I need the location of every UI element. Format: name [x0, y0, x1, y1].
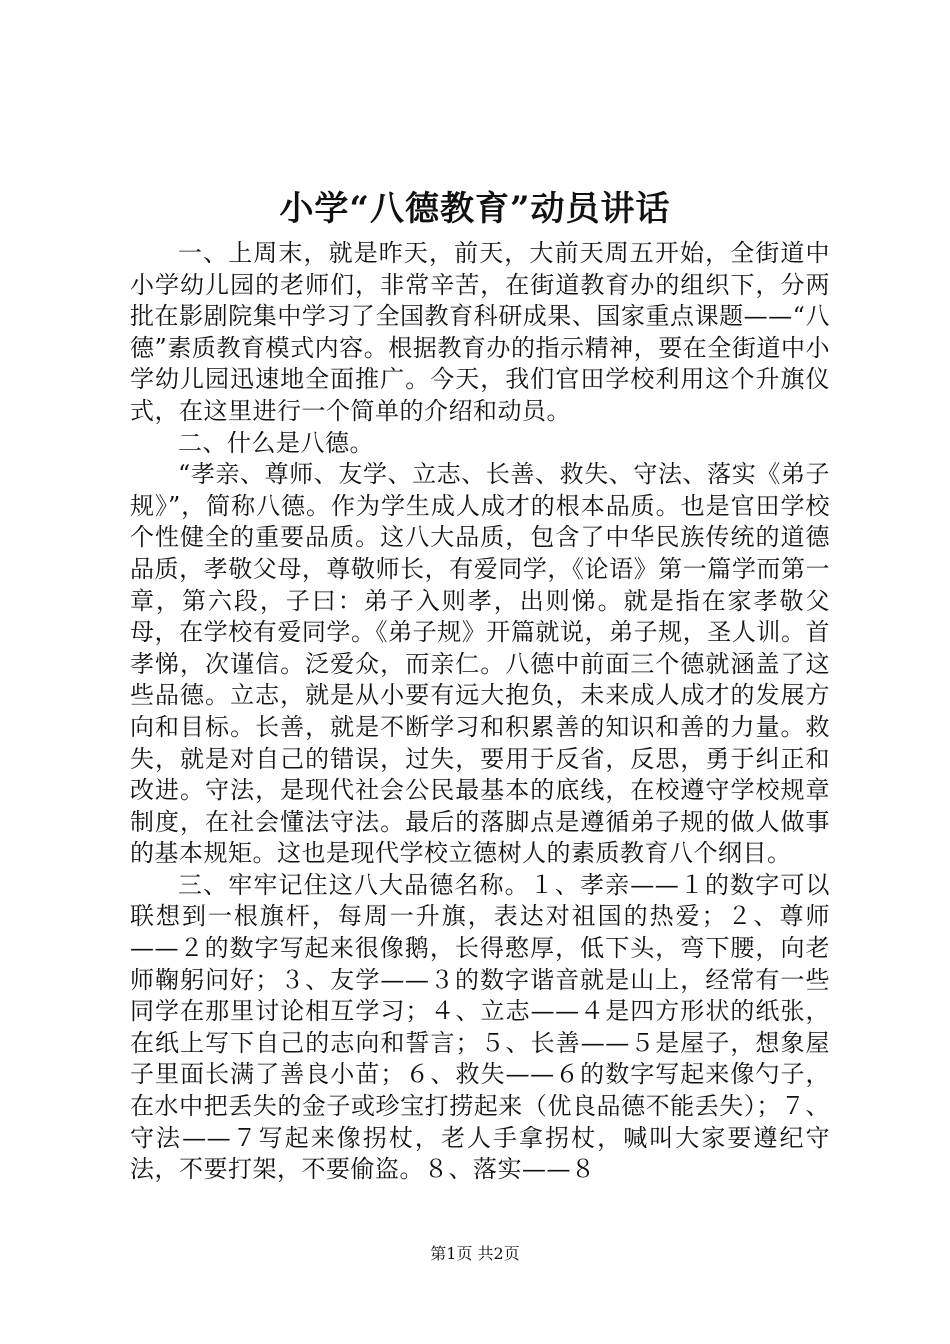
page-number: 第1页 共2页: [430, 1244, 520, 1263]
paragraph-4: 三、牢牢记住这八大品德名称。１、孝亲——１的数字可以联想到一根旗杆，每周一升旗，表达对祖国的热爱；２、尊师——２的数字写起来很像鹅，长得憨厚，低下头，弯下腰，向老师鞠躬问好；３、友学——３的数字谐音就是山上，经常有一些同学在那里讨论相互学习；４、立志——４是四方形状的纸张，在纸上写下自己的志向和誓言；５、长善——５是屋子，想象屋子里面长满了善良小苗；６、救失——６的数字写起来像勺子，在水中把丢失的金子或珍宝打捞起来（优良品德不能丢失）；７、守法——７写起来像拐杖，老人手拿拐杖，喊叫大家要遵纪守法，不要打架，不要偷盗。８、落实——８: [130, 870, 830, 1184]
paragraph-2: 二、什么是八德。: [178, 428, 374, 457]
document-title: 小学“八德教育”动员讲话: [279, 189, 671, 229]
paragraph-1: 一、上周末，就是昨天，前天，大前天周五开始，全街道中小学幼儿园的老师们，非常辛苦，在街道教育办的组织下，分两批在影剧院集中学习了全国教育科研成果、国家重点课题——“八德”素质教育模式内容。根据教育办的指示精神，要在全街道中小学幼儿园迅速地全面推广。今天，我们官田学校利用这个升旗仪式，在这里进行一个简单的介绍和动员。: [130, 239, 830, 425]
document-body: [130, 238, 830, 1186]
page-footer: [0, 1242, 950, 1266]
paragraph-3: “孝亲、尊师、友学、立志、长善、救失、守法、落实《弟子规》”，简称八德。作为学生成人成才的根本品质。也是官田学校个性健全的重要品质。这八大品质，包含了中华民族传统的道德品质，孝敬父母，尊敬师长，有爱同学，《论语》第一篇学而第一章，第六段，子曰：弟子入则孝，出则悌。就是指在家孝敬父母，在学校有爱同学。《弟子规》开篇就说，弟子规，圣人训。首孝悌，次谨信。泛爱众，而亲仁。八德中前面三个德就涵盖了这些品德。立志，就是从小要有远大抱负，未来成人成才的发展方向和目标。长善，就是不断学习和积累善的知识和善的力量。救失，就是对自己的错误，过失，要用于反省，反思，勇于纠正和改进。守法，是现代社会公民最基本的底线，在校遵守学校规章制度，在社会懂法守法。最后的落脚点是遵循弟子规的做人做事的基本规矩。这也是现代学校立德树人的素质教育八个纲目。: [130, 460, 830, 868]
